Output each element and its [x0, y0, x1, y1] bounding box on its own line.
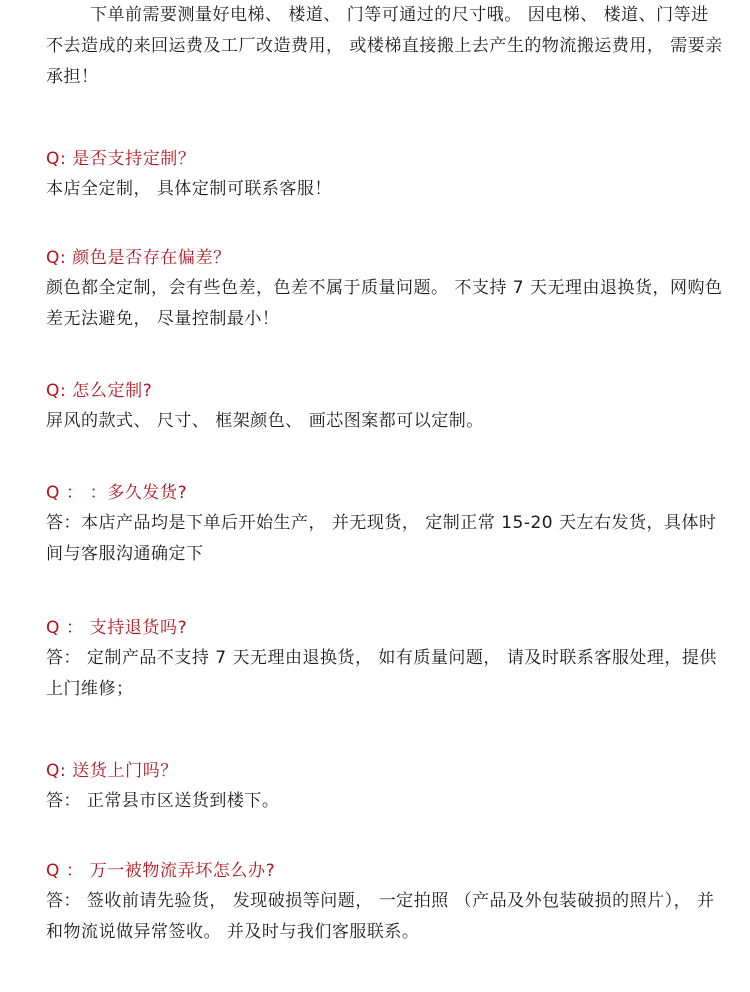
- faq-answer: 屏风的款式、 尺寸、 框架颜色、 画芯图案都可以定制。: [46, 411, 484, 431]
- faq-answer: 本店全定制， 具体定制可联系客服！: [46, 179, 332, 199]
- faq-question: Q: 颜色是否存在偏差？: [46, 248, 231, 268]
- faq-question: Q ： 支持退货吗?: [46, 618, 188, 638]
- faq-answer: 颜色都全定制，会有些色差，色差不属于质量问题。 不支持 7 天无理由退换货，网购色差无法避免， 尽量控制最小！: [46, 278, 723, 329]
- intro-notice: 下单前需要测量好电梯、 楼道、 门等可通过的尺寸哦。 因电梯、 楼道、门等进不去造成的来回运费及工厂改造费用， 或楼梯直接搬上去产生的物流搬运费用， 需要亲承担！: [46, 5, 723, 87]
- faq-answer: 答：本店产品均是下单后开始生产， 并无现货， 定制正常 15-20 天左右发货，具体时间与客服沟通确定下: [46, 513, 717, 564]
- faq-item-customization: [46, 144, 726, 205]
- faq-answer: 答： 定制产品不支持 7 天无理由退换货， 如有质量问题， 请及时联系客服处理，提供上门维修；: [46, 648, 717, 699]
- faq-question: Q ： 万一被物流弄坏怎么办?: [46, 861, 276, 881]
- faq-question: Q: 怎么定制?: [46, 381, 153, 401]
- faq-question: Q: 送货上门吗？: [46, 761, 178, 781]
- faq-item-shipping-time: [46, 478, 726, 570]
- faq-item-returns: [46, 613, 726, 705]
- faq-answer: 答： 正常县市区送货到楼下。: [46, 791, 280, 811]
- faq-item-color-deviation: [46, 243, 726, 335]
- faq-answer: 答： 签收前请先验货， 发现破损等问题， 一定拍照 （产品及外包装破损的照片）， 并和物流说做异常签收。 并及时与我们客服联系。: [46, 891, 715, 942]
- faq-question: Q ： ：多久发货?: [46, 483, 188, 503]
- faq-item-damage: [46, 856, 726, 948]
- faq-question: Q: 是否支持定制？: [46, 149, 196, 169]
- faq-item-how-to-customize: [46, 376, 726, 437]
- faq-item-delivery: [46, 756, 726, 817]
